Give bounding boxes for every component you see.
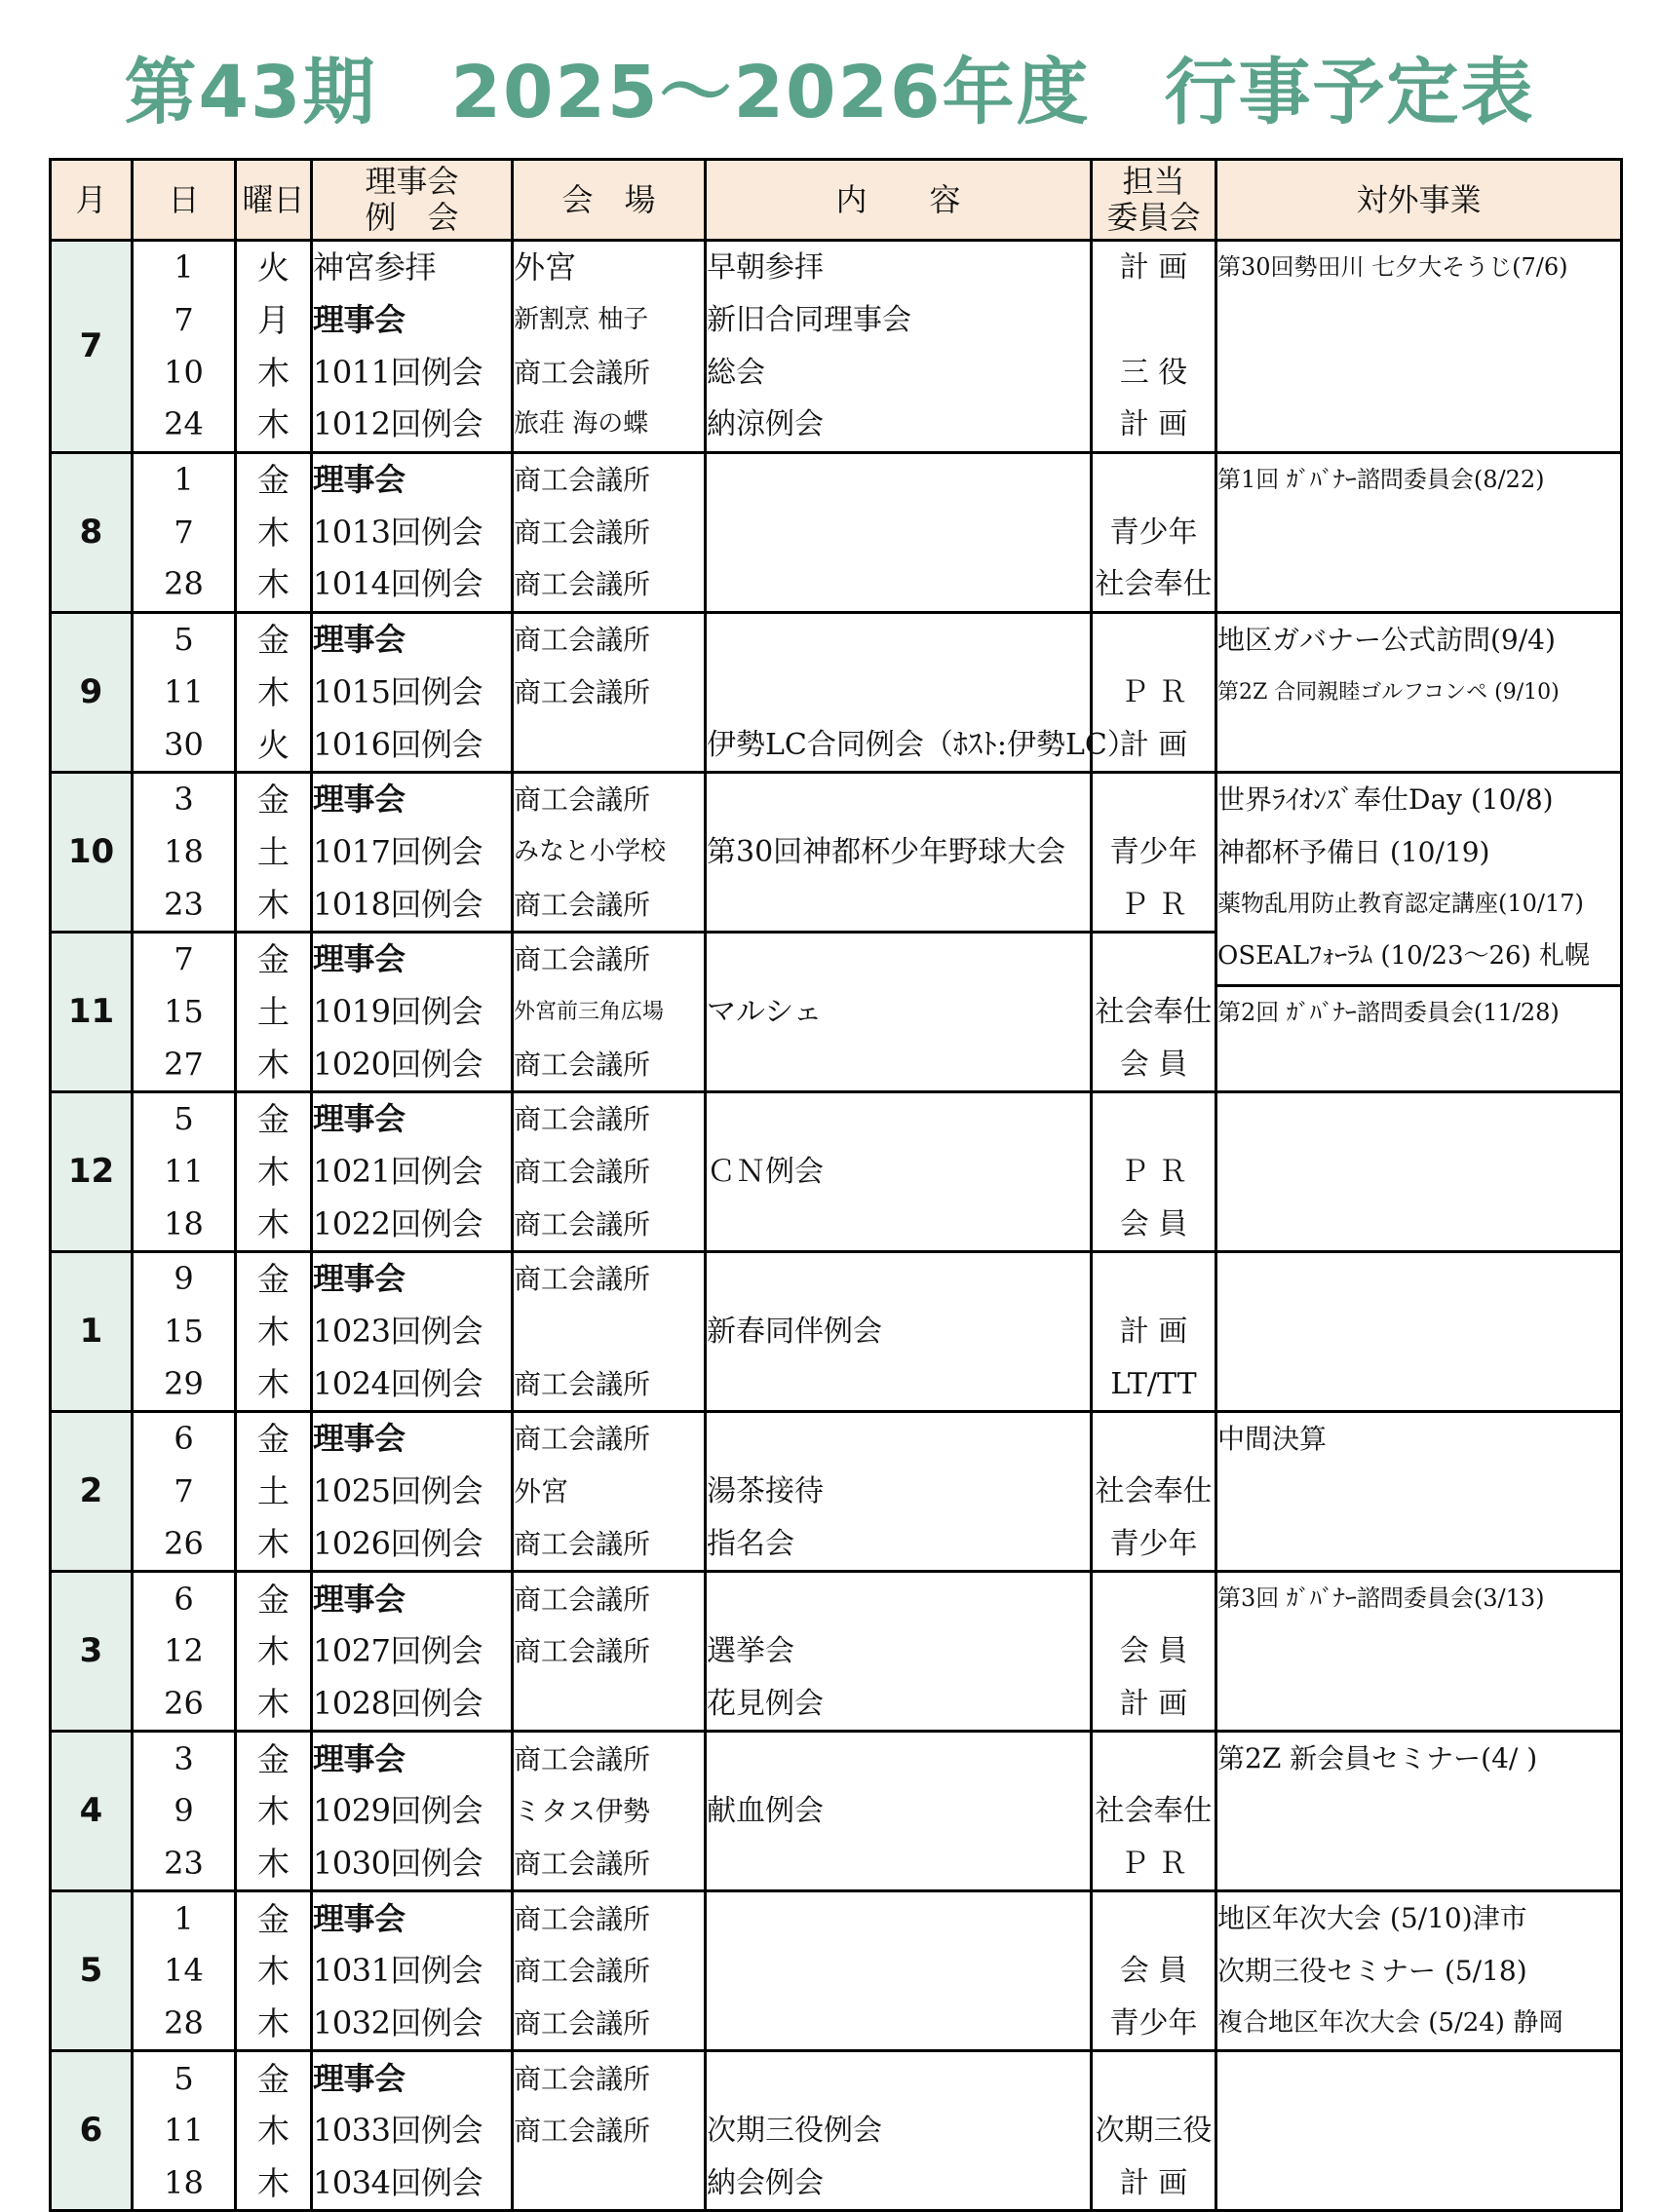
table-row — [51, 452, 1622, 506]
external-event: 第30回勢田川 七夕大そうじ(7/6) — [1217, 253, 1568, 281]
venue-cell — [513, 2157, 706, 2211]
venue-cell: 外宮前三角広場 — [513, 986, 706, 1039]
table-row — [51, 1252, 1622, 1306]
external-event: 中間決算 — [1217, 1423, 1328, 1456]
external-events-cell — [1216, 241, 1622, 453]
meeting-type-cell: 1011回例会 — [312, 346, 513, 399]
header-type-line1: 理事会 — [365, 163, 459, 200]
day-cell: 5 — [133, 1092, 236, 1146]
day-cell: 23 — [133, 878, 236, 932]
venue-cell: 新割烹 柚子 — [513, 294, 706, 347]
meeting-type-cell: 1016回例会 — [312, 718, 513, 772]
meeting-type-cell: 理事会 — [312, 2051, 513, 2105]
table-row — [51, 241, 1622, 294]
content-cell: 花見例会 — [706, 1678, 1092, 1732]
venue-cell: 商工会議所 — [513, 772, 706, 825]
venue-cell: 商工会議所 — [513, 452, 706, 506]
content-cell: 早朝参拝 — [706, 241, 1092, 294]
weekday-cell: 木 — [236, 2105, 312, 2157]
weekday-cell: 火 — [236, 718, 312, 772]
content-cell — [706, 667, 1092, 719]
meeting-type-cell: 1028回例会 — [312, 1678, 513, 1732]
committee-cell: 計 画 — [1092, 2157, 1216, 2211]
table-row — [51, 612, 1622, 666]
header-content: 内 容 — [706, 160, 1092, 241]
content-cell: マルシェ — [706, 986, 1092, 1039]
day-cell: 26 — [133, 1518, 236, 1572]
header-committee-line2: 委員会 — [1106, 199, 1201, 236]
day-cell: 10 — [133, 346, 236, 399]
venue-cell: 商工会議所 — [513, 1252, 706, 1306]
venue-cell: 商工会議所 — [513, 1998, 706, 2051]
committee-cell — [1092, 1092, 1216, 1146]
meeting-type-cell: 1033回例会 — [312, 2105, 513, 2157]
weekday-cell: 月 — [236, 294, 312, 347]
day-cell: 28 — [133, 558, 236, 612]
weekday-cell: 土 — [236, 1466, 312, 1518]
month-cell: 9 — [51, 612, 133, 772]
content-cell — [706, 612, 1092, 666]
external-events-cell — [1216, 1891, 1622, 2051]
table-row — [51, 1572, 1622, 1625]
committee-cell: 会 員 — [1092, 1625, 1216, 1678]
weekday-cell: 金 — [236, 612, 312, 666]
content-cell: 湯茶接待 — [706, 1466, 1092, 1518]
table-header — [51, 160, 1622, 241]
committee-cell: 社会奉仕 — [1092, 1785, 1216, 1838]
venue-cell: 商工会議所 — [513, 1092, 706, 1146]
meeting-type-cell: 1022回例会 — [312, 1198, 513, 1251]
venue-cell: 商工会議所 — [513, 667, 706, 719]
meeting-type-cell: 理事会 — [312, 932, 513, 985]
committee-cell: Ｐ Ｒ — [1092, 1838, 1216, 1891]
month-cell: 4 — [51, 1732, 133, 1891]
day-cell: 7 — [133, 294, 236, 347]
header-month: 月 — [51, 160, 133, 241]
committee-cell: 計 画 — [1092, 1306, 1216, 1358]
day-cell: 15 — [133, 1306, 236, 1358]
month-cell: 12 — [51, 1092, 133, 1252]
content-cell: 納涼例会 — [706, 399, 1092, 452]
committee-cell: Ｐ Ｒ — [1092, 1146, 1216, 1199]
committee-cell: 三 役 — [1092, 346, 1216, 399]
weekday-cell: 木 — [236, 1678, 312, 1732]
committee-cell: 計 画 — [1092, 241, 1216, 294]
content-cell — [706, 452, 1092, 506]
content-cell — [706, 1092, 1092, 1146]
content-cell — [706, 1357, 1092, 1411]
external-events-cell — [1216, 2051, 1622, 2211]
day-cell: 5 — [133, 612, 236, 666]
weekday-cell: 木 — [236, 1198, 312, 1251]
venue-cell: 商工会議所 — [513, 1625, 706, 1678]
external-event: 第2回 ｶﾞﾊﾞﾅｰ諮問委員会(11/28) — [1217, 999, 1560, 1027]
venue-cell: 商工会議所 — [513, 1945, 706, 1998]
committee-cell — [1092, 294, 1216, 347]
content-cell — [706, 1252, 1092, 1306]
weekday-cell: 木 — [236, 2157, 312, 2211]
header-type — [312, 160, 513, 241]
meeting-type-cell: 1014回例会 — [312, 558, 513, 612]
table-row — [51, 1092, 1622, 1146]
meeting-type-cell: 1032回例会 — [312, 1998, 513, 2051]
header-venue: 会 場 — [513, 160, 706, 241]
table-row — [51, 772, 1622, 825]
day-cell: 29 — [133, 1357, 236, 1411]
day-cell: 1 — [133, 1891, 236, 1945]
content-cell: 伊勢LC合同例会（ﾎｽﾄ:伊勢LC） — [706, 718, 1092, 772]
venue-cell: 商工会議所 — [513, 932, 706, 985]
meeting-type-cell: 理事会 — [312, 1891, 513, 1945]
venue-cell: 商工会議所 — [513, 1412, 706, 1466]
weekday-cell: 金 — [236, 1092, 312, 1146]
meeting-type-cell: 理事会 — [312, 1572, 513, 1625]
meeting-type-cell: 1019回例会 — [312, 986, 513, 1039]
committee-cell — [1092, 932, 1216, 985]
weekday-cell: 木 — [236, 1998, 312, 2051]
content-cell: 納会例会 — [706, 2157, 1092, 2211]
external-events-cell — [1216, 1572, 1622, 1732]
weekday-cell: 木 — [236, 1357, 312, 1411]
weekday-cell: 木 — [236, 667, 312, 719]
day-cell: 9 — [133, 1252, 236, 1306]
table-row — [51, 986, 1622, 1039]
content-cell — [706, 558, 1092, 612]
external-events-cell — [1216, 772, 1622, 985]
content-cell — [706, 1891, 1092, 1945]
external-events-cell — [1216, 612, 1622, 772]
committee-cell: 計 画 — [1092, 399, 1216, 452]
committee-cell: Ｐ Ｒ — [1092, 878, 1216, 932]
external-event: 第1回 ｶﾞﾊﾞﾅｰ諮問委員会(8/22) — [1217, 465, 1545, 493]
venue-cell: 商工会議所 — [513, 1198, 706, 1251]
meeting-type-cell: 1015回例会 — [312, 667, 513, 719]
venue-cell — [513, 718, 706, 772]
committee-cell: Ｐ Ｒ — [1092, 667, 1216, 719]
schedule-table — [49, 158, 1623, 2212]
table-row — [51, 1412, 1622, 1466]
committee-cell: 社会奉仕 — [1092, 1466, 1216, 1518]
weekday-cell: 金 — [236, 1891, 312, 1945]
venue-cell: 旅荘 海の蝶 — [513, 399, 706, 452]
committee-cell: 青少年 — [1092, 1518, 1216, 1572]
venue-cell: みなと小学校 — [513, 826, 706, 879]
day-cell: 5 — [133, 2051, 236, 2105]
committee-cell — [1092, 1732, 1216, 1785]
day-cell: 7 — [133, 932, 236, 985]
day-cell: 1 — [133, 452, 236, 506]
external-events-cell — [1216, 1092, 1622, 1252]
month-cell: 1 — [51, 1252, 133, 1412]
day-cell: 3 — [133, 772, 236, 825]
committee-cell — [1092, 1252, 1216, 1306]
committee-cell: 社会奉仕 — [1092, 558, 1216, 612]
venue-cell: 商工会議所 — [513, 346, 706, 399]
meeting-type-cell: 理事会 — [312, 452, 513, 506]
day-cell: 23 — [133, 1838, 236, 1891]
meeting-type-cell: 1013回例会 — [312, 506, 513, 558]
content-cell: 献血例会 — [706, 1785, 1092, 1838]
external-events-cell — [1216, 1412, 1622, 1572]
venue-cell: 商工会議所 — [513, 1357, 706, 1411]
meeting-type-cell: 1023回例会 — [312, 1306, 513, 1358]
day-cell: 11 — [133, 1146, 236, 1199]
venue-cell: 商工会議所 — [513, 2051, 706, 2105]
meeting-type-cell: 1034回例会 — [312, 2157, 513, 2211]
meeting-type-cell: 1030回例会 — [312, 1838, 513, 1891]
meeting-type-cell: 理事会 — [312, 1412, 513, 1466]
content-cell: 選挙会 — [706, 1625, 1092, 1678]
weekday-cell: 木 — [236, 399, 312, 452]
venue-cell: 商工会議所 — [513, 878, 706, 932]
meeting-type-cell: 1027回例会 — [312, 1625, 513, 1678]
day-cell: 9 — [133, 1785, 236, 1838]
venue-cell — [513, 1678, 706, 1732]
venue-cell: 商工会議所 — [513, 1838, 706, 1891]
day-cell: 26 — [133, 1678, 236, 1732]
venue-cell: 商工会議所 — [513, 506, 706, 558]
content-cell — [706, 1998, 1092, 2051]
content-cell: 指名会 — [706, 1518, 1092, 1572]
weekday-cell: 木 — [236, 346, 312, 399]
venue-cell — [513, 1306, 706, 1358]
day-cell: 1 — [133, 241, 236, 294]
external-event: OSEALﾌｫｰﾗﾑ (10/23～26) 札幌 — [1217, 940, 1590, 971]
weekday-cell: 木 — [236, 1945, 312, 1998]
weekday-cell: 木 — [236, 1146, 312, 1199]
external-event: 第2Z 合同親睦ゴルフコンペ (9/10) — [1217, 679, 1560, 705]
committee-cell: 青少年 — [1092, 826, 1216, 879]
committee-cell: 青少年 — [1092, 1998, 1216, 2051]
external-event: 地区年次大会 (5/10)津市 — [1217, 1902, 1527, 1935]
venue-cell: 商工会議所 — [513, 2105, 706, 2157]
weekday-cell: 土 — [236, 986, 312, 1039]
content-cell — [706, 932, 1092, 985]
content-cell — [706, 1945, 1092, 1998]
meeting-type-cell: 理事会 — [312, 612, 513, 666]
meeting-type-cell: 神宮参拝 — [312, 241, 513, 294]
venue-cell: 商工会議所 — [513, 1732, 706, 1785]
external-event: 薬物乱用防止教育認定講座(10/17) — [1217, 890, 1584, 918]
table-row — [51, 1732, 1622, 1785]
day-cell: 3 — [133, 1732, 236, 1785]
header-day: 日 — [133, 160, 236, 241]
day-cell: 18 — [133, 826, 236, 879]
meeting-type-cell: 理事会 — [312, 772, 513, 825]
content-cell: ＣＮ例会 — [706, 1146, 1092, 1199]
external-events-cell — [1216, 452, 1622, 612]
weekday-cell: 金 — [236, 1412, 312, 1466]
committee-cell: 会 員 — [1092, 1038, 1216, 1091]
day-cell: 30 — [133, 718, 236, 772]
day-cell: 12 — [133, 1625, 236, 1678]
weekday-cell: 木 — [236, 506, 312, 558]
weekday-cell: 金 — [236, 1732, 312, 1785]
day-cell: 18 — [133, 1198, 236, 1251]
table-row — [51, 2051, 1622, 2105]
weekday-cell: 火 — [236, 241, 312, 294]
table-row — [51, 1891, 1622, 1945]
committee-cell — [1092, 452, 1216, 506]
day-cell: 6 — [133, 1412, 236, 1466]
venue-cell: 商工会議所 — [513, 612, 706, 666]
content-cell: 総会 — [706, 346, 1092, 399]
weekday-cell: 木 — [236, 1518, 312, 1572]
committee-cell: 計 画 — [1092, 718, 1216, 772]
content-cell — [706, 1732, 1092, 1785]
content-cell — [706, 1572, 1092, 1625]
meeting-type-cell: 理事会 — [312, 1252, 513, 1306]
content-cell — [706, 1838, 1092, 1891]
weekday-cell: 金 — [236, 772, 312, 825]
day-cell: 11 — [133, 667, 236, 719]
month-cell: 7 — [51, 241, 133, 453]
venue-cell: 商工会議所 — [513, 1038, 706, 1091]
venue-cell: 商工会議所 — [513, 1146, 706, 1199]
header-committee — [1092, 160, 1216, 241]
content-cell — [706, 1038, 1092, 1091]
content-cell — [706, 1198, 1092, 1251]
day-cell: 7 — [133, 506, 236, 558]
day-cell: 28 — [133, 1998, 236, 2051]
weekday-cell: 金 — [236, 1572, 312, 1625]
committee-cell: 次期三役 — [1092, 2105, 1216, 2157]
header-weekday: 曜日 — [236, 160, 312, 241]
day-cell: 7 — [133, 1466, 236, 1518]
weekday-cell: 金 — [236, 452, 312, 506]
external-events-cell — [1216, 1732, 1622, 1891]
weekday-cell: 木 — [236, 1785, 312, 1838]
month-cell: 3 — [51, 1572, 133, 1732]
meeting-type-cell: 1017回例会 — [312, 826, 513, 879]
meeting-type-cell: 1026回例会 — [312, 1518, 513, 1572]
external-event: 地区ガバナー公式訪問(9/4) — [1217, 623, 1556, 656]
header-committee-line1: 担当 — [1122, 163, 1185, 200]
external-events-cell — [1216, 986, 1622, 1092]
external-event: 世界ﾗｲｵﾝｽﾞ奉仕Day (10/8) — [1217, 782, 1554, 816]
external-event: 複合地区年次大会 (5/24) 静岡 — [1217, 2007, 1564, 2038]
venue-cell: 外宮 — [513, 1466, 706, 1518]
day-cell: 11 — [133, 2105, 236, 2157]
meeting-type-cell: 理事会 — [312, 294, 513, 347]
day-cell: 18 — [133, 2157, 236, 2211]
month-cell: 8 — [51, 452, 133, 612]
content-cell — [706, 2051, 1092, 2105]
meeting-type-cell: 1025回例会 — [312, 1466, 513, 1518]
day-cell: 6 — [133, 1572, 236, 1625]
weekday-cell: 金 — [236, 1252, 312, 1306]
meeting-type-cell: 理事会 — [312, 1732, 513, 1785]
meeting-type-cell: 1012回例会 — [312, 399, 513, 452]
meeting-type-cell: 理事会 — [312, 1092, 513, 1146]
meeting-type-cell: 1020回例会 — [312, 1038, 513, 1091]
committee-cell — [1092, 2051, 1216, 2105]
month-cell: 10 — [51, 772, 133, 932]
committee-cell — [1092, 1412, 1216, 1466]
header-type-line2: 例 会 — [365, 199, 459, 236]
meeting-type-cell: 1029回例会 — [312, 1785, 513, 1838]
committee-cell: 会 員 — [1092, 1945, 1216, 1998]
external-events-cell — [1216, 1252, 1622, 1412]
external-event: 神都杯予備日 (10/19) — [1217, 835, 1490, 868]
content-cell: 第30回神都杯少年野球大会 — [706, 826, 1092, 879]
content-cell — [706, 506, 1092, 558]
venue-cell: 外宮 — [513, 241, 706, 294]
content-cell — [706, 772, 1092, 825]
weekday-cell: 木 — [236, 878, 312, 932]
committee-cell: 会 員 — [1092, 1198, 1216, 1251]
weekday-cell: 木 — [236, 1306, 312, 1358]
weekday-cell: 木 — [236, 1838, 312, 1891]
day-cell: 14 — [133, 1945, 236, 1998]
venue-cell: 商工会議所 — [513, 1572, 706, 1625]
committee-cell — [1092, 1891, 1216, 1945]
venue-cell: 商工会議所 — [513, 558, 706, 612]
weekday-cell: 金 — [236, 2051, 312, 2105]
external-event: 次期三役セミナー (5/18) — [1217, 1955, 1527, 1987]
page-title: 第43期 2025～2026年度 行事予定表 — [124, 51, 1535, 134]
committee-cell: 青少年 — [1092, 506, 1216, 558]
weekday-cell: 金 — [236, 932, 312, 985]
meeting-type-cell: 1021回例会 — [312, 1146, 513, 1199]
content-cell: 次期三役例会 — [706, 2105, 1092, 2157]
committee-cell: LT/TT — [1092, 1357, 1216, 1411]
header-external: 対外事業 — [1216, 160, 1622, 241]
committee-cell: 社会奉仕 — [1092, 986, 1216, 1039]
content-cell — [706, 1412, 1092, 1466]
month-cell: 5 — [51, 1891, 133, 2051]
month-cell: 2 — [51, 1412, 133, 1572]
meeting-type-cell: 1031回例会 — [312, 1945, 513, 1998]
committee-cell — [1092, 612, 1216, 666]
month-cell: 6 — [51, 2051, 133, 2211]
external-event: 第2Z 新会員セミナー(4/ ) — [1217, 1742, 1538, 1775]
venue-cell: 商工会議所 — [513, 1518, 706, 1572]
committee-cell — [1092, 1572, 1216, 1625]
meeting-type-cell: 1024回例会 — [312, 1357, 513, 1411]
weekday-cell: 木 — [236, 1038, 312, 1091]
external-event: 第3回 ｶﾞﾊﾞﾅｰ諮問委員会(3/13) — [1217, 1584, 1545, 1613]
day-cell: 24 — [133, 399, 236, 452]
content-cell: 新旧合同理事会 — [706, 294, 1092, 347]
committee-cell — [1092, 772, 1216, 825]
meeting-type-cell: 1018回例会 — [312, 878, 513, 932]
content-cell — [706, 878, 1092, 932]
month-cell: 11 — [51, 932, 133, 1091]
venue-cell: 商工会議所 — [513, 1891, 706, 1945]
day-cell: 27 — [133, 1038, 236, 1091]
weekday-cell: 土 — [236, 826, 312, 879]
weekday-cell: 木 — [236, 558, 312, 612]
venue-cell: ミタス伊勢 — [513, 1785, 706, 1838]
weekday-cell: 木 — [236, 1625, 312, 1678]
day-cell: 15 — [133, 986, 236, 1039]
committee-cell: 計 画 — [1092, 1678, 1216, 1732]
content-cell: 新春同伴例会 — [706, 1306, 1092, 1358]
